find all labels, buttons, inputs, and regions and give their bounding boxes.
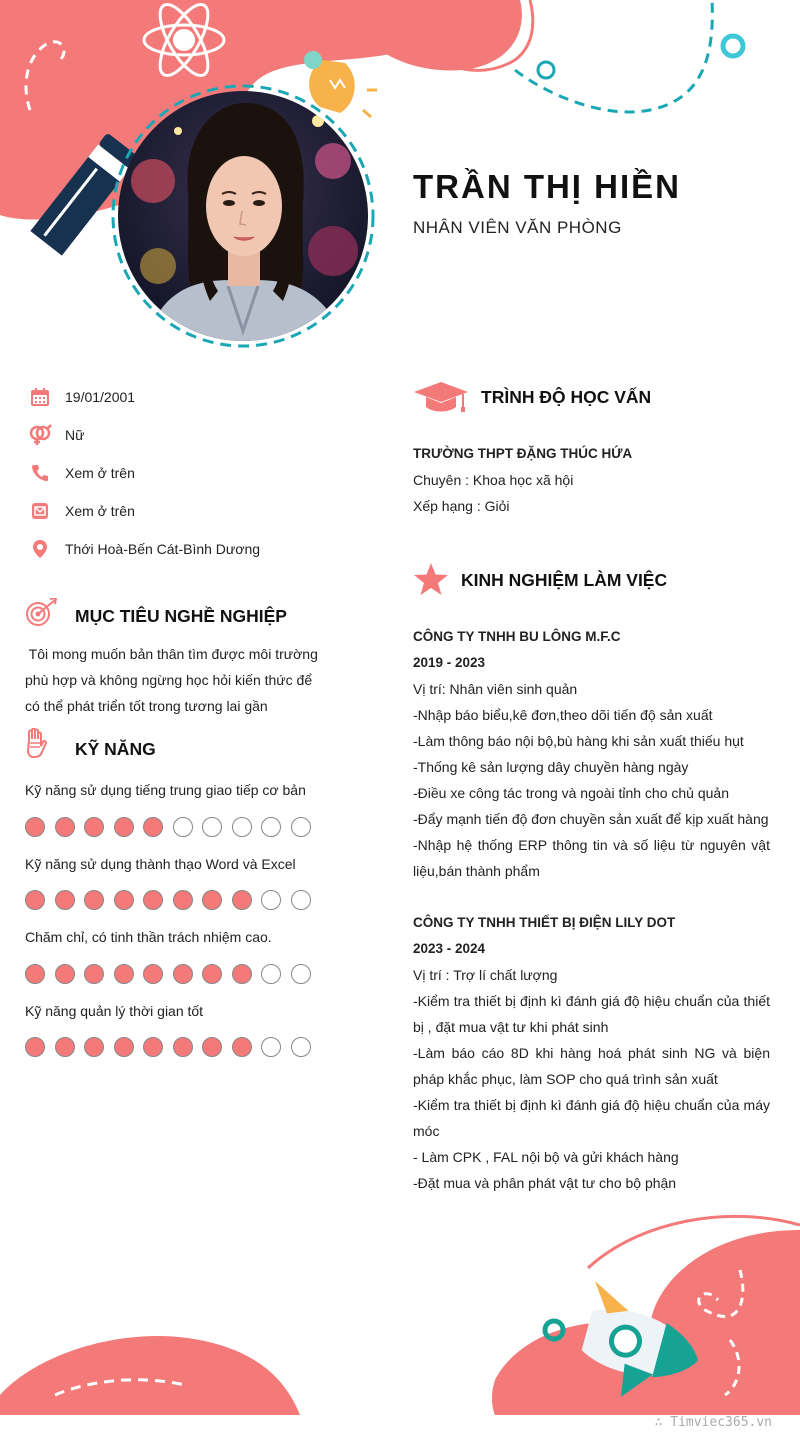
job-entry [413,910,770,1196]
job-duty: -Đặt mua và phân phát vật tư cho bộ phận [413,1175,677,1191]
job-title: NHÂN VIÊN VĂN PHÒNG [413,218,622,237]
rating-dot-filled [25,890,45,910]
target-icon [25,598,59,633]
rating-dot-filled [202,1037,222,1057]
contact-gender: Nữ [28,423,84,447]
job-entry [413,624,770,884]
calendar-icon [28,385,52,409]
rating-dot-filled [173,890,193,910]
job-duty: -Kiểm tra thiết bị định kì đánh giá độ hiệu chuẩn của máy móc [413,1097,770,1139]
rating-dot-filled [84,964,104,984]
rating-dot-empty [261,964,281,984]
contact-address: Thới Hoà-Bến Cát-Bình Dương [28,537,260,561]
dots-logo-icon: ∴ [654,1415,671,1430]
rating-dot-filled [232,964,252,984]
rating-dot-filled [25,964,45,984]
job-years: 2019 - 2023 [413,655,486,670]
candidate-name: TRẦN THỊ HIỀN [413,168,681,205]
rating-dot-filled [84,817,104,837]
rating-dot-filled [232,1037,252,1057]
job-years: 2023 - 2024 [413,941,486,956]
job-duty: -Nhập hệ thống ERP thông tin và số liệu từ nguyên vật liệu,bán thành phẩm [413,837,770,879]
rating-dot-empty [291,817,311,837]
rating-dot-filled [25,1037,45,1057]
job-duty: -Làm báo cáo 8D khi hàng hoá phát sinh NG và biện pháp khắc phục, làm SOP cho quá trình sản xuất [413,1045,770,1087]
contact-phone: Xem ở trên [28,461,135,485]
hand-icon [25,728,47,763]
rating-dot-empty [173,817,193,837]
education-major: Chuyên : Khoa học xã hội [413,472,574,488]
education-rank: Xếp hạng : Giỏi [413,498,510,514]
rating-dot-filled [114,890,134,910]
contact-email: Xem ở trên [28,499,135,523]
job-position: Vị trí : Trợ lí chất lượng [413,967,558,983]
rating-dot-filled [143,964,163,984]
rating-dot-empty [232,817,252,837]
rating-dot-filled [25,817,45,837]
skill-rating [25,890,320,910]
objective-heading: MỤC TIÊU NGHỀ NGHIỆP [75,606,287,626]
skill-label: Chăm chỉ, có tinh thần trách nhiệm cao. [25,929,272,945]
education-heading: TRÌNH ĐỘ HỌC VẤN [481,387,652,407]
rating-dot-filled [143,890,163,910]
rating-dot-filled [173,1037,193,1057]
rating-dot-filled [84,890,104,910]
rating-dot-filled [143,817,163,837]
job-duty: -Đẩy mạnh tiến độ đơn chuyền sản xuất để kịp xuất hàng [413,811,769,827]
skill-rating [25,964,320,984]
rating-dot-empty [261,1037,281,1057]
rating-dot-filled [55,890,75,910]
rating-dot-filled [114,817,134,837]
job-duty: -Làm thông báo nội bộ,bù hàng khi sản xuất thiếu hụt [413,733,744,749]
job-duty: - Làm CPK , FAL nội bộ và gửi khách hàng [413,1149,679,1165]
portrait-photo [118,91,368,341]
skill-label: Kỹ năng quản lý thời gian tốt [25,1003,204,1019]
company-name: CÔNG TY TNHH THIẾT BỊ ĐIỆN LILY DOT [413,915,676,930]
job-duty: -Kiểm tra thiết bị định kì đánh giá độ hiệu chuẩn của thiết bị , đặt mua vật tư khi phát sinh [413,993,770,1035]
skill-rating [25,1037,320,1057]
rating-dot-empty [202,817,222,837]
skill-rating [25,817,320,837]
graduation-cap-icon [413,380,469,419]
footer-brand[interactable]: ∴ Timviec365.vn [654,1415,772,1430]
objective-text: Tôi mong muốn bản thân tìm được môi trường phù hợp và không ngừng học hỏi kiến thức để có thể phát triển tốt trong tương lai gần [25,646,318,714]
location-icon [28,537,52,561]
rating-dot-filled [202,964,222,984]
rating-dot-empty [291,964,311,984]
rating-dot-filled [173,964,193,984]
skill-label: Kỹ năng sử dụng thành thạo Word và Excel [25,856,296,872]
avatar [118,91,368,341]
phone-icon [28,461,52,485]
rating-dot-empty [291,890,311,910]
job-duty: -Nhập báo biểu,kê đơn,theo dõi tiến độ sản xuất [413,707,713,723]
email-icon [28,499,52,523]
rating-dot-filled [143,1037,163,1057]
job-duty: -Điều xe công tác trong và ngoài tỉnh cho chủ quản [413,785,729,801]
rating-dot-filled [55,964,75,984]
experience-heading: KINH NGHIỆM LÀM VIỆC [461,570,668,590]
skills-heading: KỸ NĂNG [75,739,156,759]
rating-dot-filled [84,1037,104,1057]
rating-dot-filled [202,890,222,910]
job-duty: -Thống kê sản lượng dây chuyền hàng ngày [413,759,689,775]
rating-dot-filled [55,817,75,837]
education-entry [413,441,770,519]
rating-dot-filled [55,1037,75,1057]
gender-icon [28,423,52,447]
rating-dot-empty [291,1037,311,1057]
rating-dot-empty [261,890,281,910]
rating-dot-filled [114,1037,134,1057]
job-position: Vị trí: Nhân viên sinh quản [413,681,578,697]
rating-dot-filled [114,964,134,984]
contact-birthdate: 19/01/2001 [28,385,135,409]
rating-dot-filled [232,890,252,910]
school-name: TRƯỜNG THPT ĐẶNG THÚC HỨA [413,446,633,461]
company-name: CÔNG TY TNHH BU LÔNG M.F.C [413,629,621,644]
skill-label: Kỹ năng sử dụng tiếng trung giao tiếp cơ bản [25,782,306,798]
star-icon [413,562,449,601]
rating-dot-empty [261,817,281,837]
